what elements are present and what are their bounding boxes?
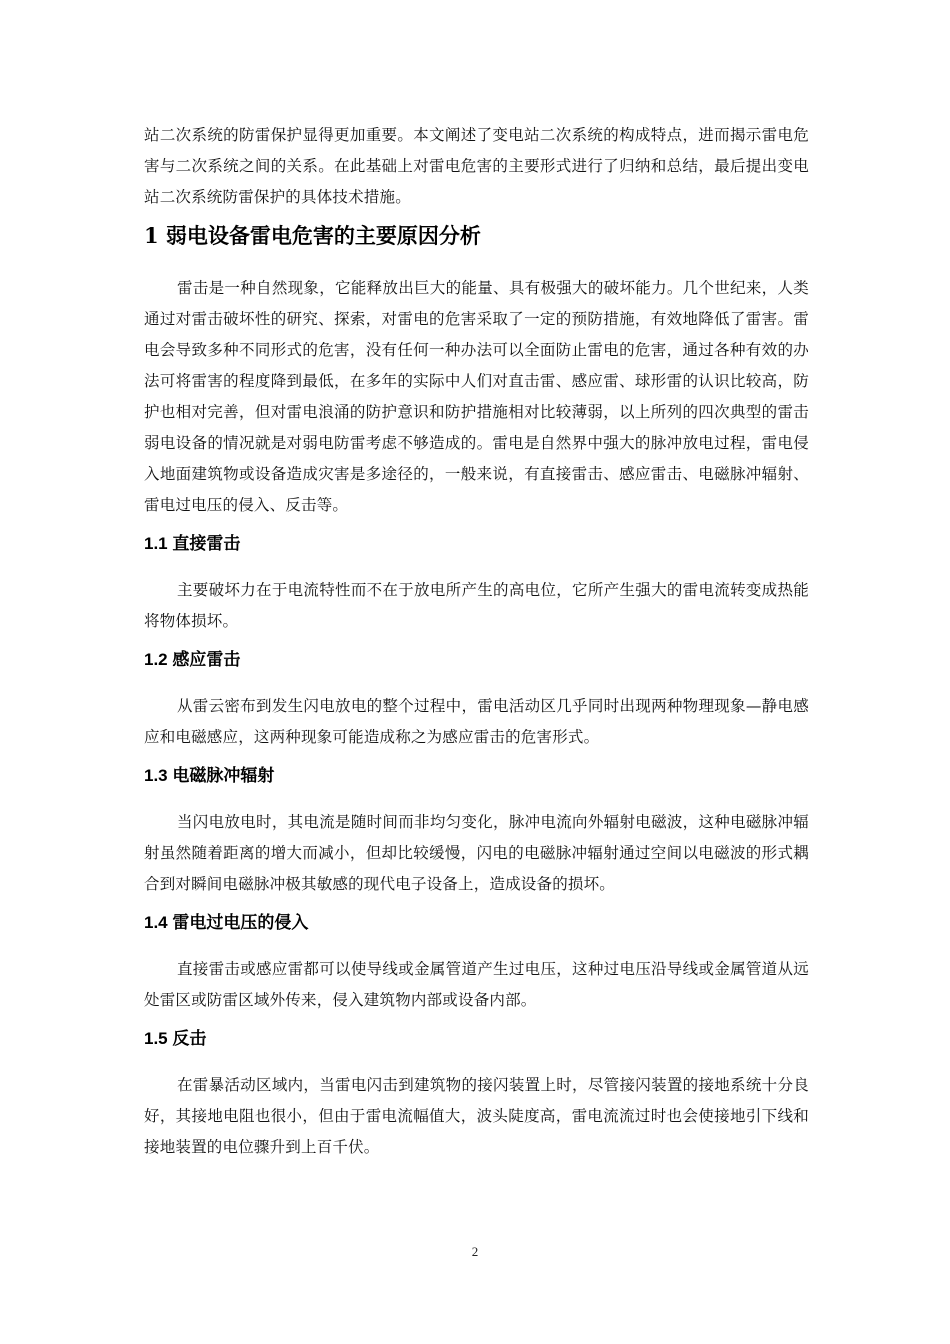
section-1-body: 雷击是一种自然现象，它能释放出巨大的能量、具有极强大的破坏能力。几个世纪来，人类通过对雷击破坏性的研究、探索，对雷电的危害采取了一定的预防措施，有效地降低了雷害。雷电会导致多种不同形式的危害，没有任何一种办法可以全面防止雷电的危害，通过各种有效的办法可将雷害的程度降到最低，在多年的实际中人们对直击雷、感应雷、球形雷的认识比较高，防护也相对完善，但对雷电浪涌的防护意识和防护措施相对比较薄弱，以上所列的四次典型的雷击弱电设备的情况就是对弱电防雷考虑不够造成的。雷电是自然界中强大的脉冲放电过程，雷电侵入地面建筑物或设备造成灾害是多途径的，一般来说，有直接雷击、感应雷击、电磁脉冲辐射、雷电过电压的侵入、反击等。 [144,279,809,514]
section-1-heading: 1 弱电设备雷电危害的主要原因分析 [144,223,481,248]
intro-paragraph: 站二次系统的防雷保护显得更加重要。本文阐述了变电站二次系统的构成特点，进而揭示雷电危害与二次系统之间的关系。在此基础上对雷电危害的主要形式进行了归纳和总结，最后提出变电站二次系统防雷保护的具体技术措施。 [144,126,809,206]
subsection-1-3-heading: 1.3 电磁脉冲辐射 [144,766,275,785]
subsection-1-5-heading: 1.5 反击 [144,1029,207,1048]
document-page [144,120,809,1163]
subsection-1-4-heading: 1.4 雷电过电压的侵入 [144,913,309,932]
subsection-1-1-body: 主要破坏力在于电流特性而不在于放电所产生的高电位，它所产生强大的雷电流转变成热能将物体损坏。 [144,581,809,630]
subsection-1-2-body: 从雷云密布到发生闪电放电的整个过程中，雷电活动区几乎同时出现两种物理现象—静电感应和电磁感应，这两种现象可能造成称之为感应雷击的危害形式。 [144,697,809,746]
subsection-1-4-body: 直接雷击或感应雷都可以使导线或金属管道产生过电压，这种过电压沿导线或金属管道从远处雷区或防雷区域外传来，侵入建筑物内部或设备内部。 [144,960,809,1009]
subsection-1-5-body: 在雷暴活动区域内，当雷电闪击到建筑物的接闪装置上时，尽管接闪装置的接地系统十分良好，其接地电阻也很小，但由于雷电流幅值大，波头陡度高，雷电流流过时也会使接地引下线和接地装置的电位骤升到上百千伏。 [144,1076,809,1156]
subsection-1-2-heading: 1.2 感应雷击 [144,650,241,669]
subsection-1-1-heading: 1.1 直接雷击 [144,534,241,553]
page-number: 2 [471,1244,479,1259]
subsection-1-3-body: 当闪电放电时，其电流是随时间而非均匀变化，脉冲电流向外辐射电磁波，这种电磁脉冲辐射虽然随着距离的增大而减小，但却比较缓慢，闪电的电磁脉冲辐射通过空间以电磁波的形式耦合到对瞬间电磁脉冲极其敏感的现代电子设备上，造成设备的损坏。 [144,813,809,893]
